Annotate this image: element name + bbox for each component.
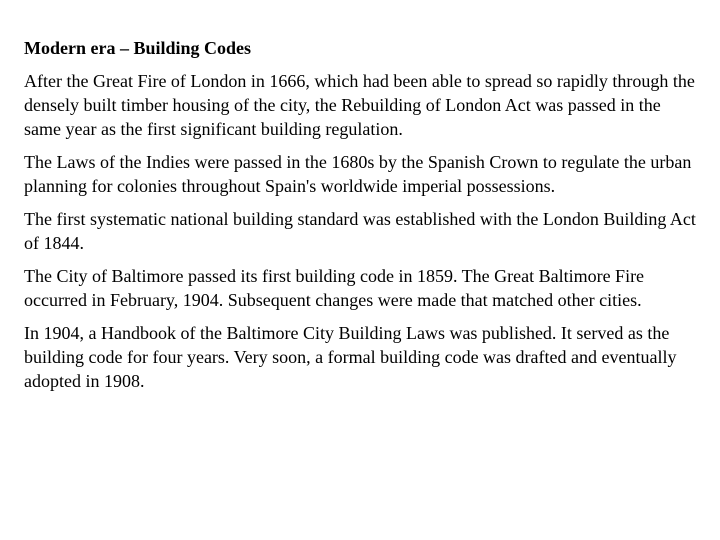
paragraph-baltimore-handbook: In 1904, a Handbook of the Baltimore City Building Laws was published. It served as the building code for four years. Very soon, a formal building code was drafted and eventually adopted in 1908. bbox=[24, 323, 677, 391]
slide-title: Modern era – Building Codes bbox=[24, 38, 252, 58]
paragraph-great-fire: After the Great Fire of London in 1666, which had been able to spread so rapidly through the densely built timber housing of the city, the Rebuilding of London Act was passed in the same year as the first significant building regulation. bbox=[24, 71, 695, 139]
paragraph-baltimore-code: The City of Baltimore passed its first building code in 1859. The Great Baltimore Fire occurred in February, 1904. Subsequent changes were made that matched other cities. bbox=[24, 266, 645, 310]
paragraph-laws-of-indies: The Laws of the Indies were passed in the 1680s by the Spanish Crown to regulate the urban planning for colonies throughout Spain's worldwide imperial possessions. bbox=[24, 152, 692, 196]
paragraph-london-building-act: The first systematic national building standard was established with the London Building Act of 1844. bbox=[24, 209, 696, 253]
slide-content bbox=[24, 36, 700, 402]
